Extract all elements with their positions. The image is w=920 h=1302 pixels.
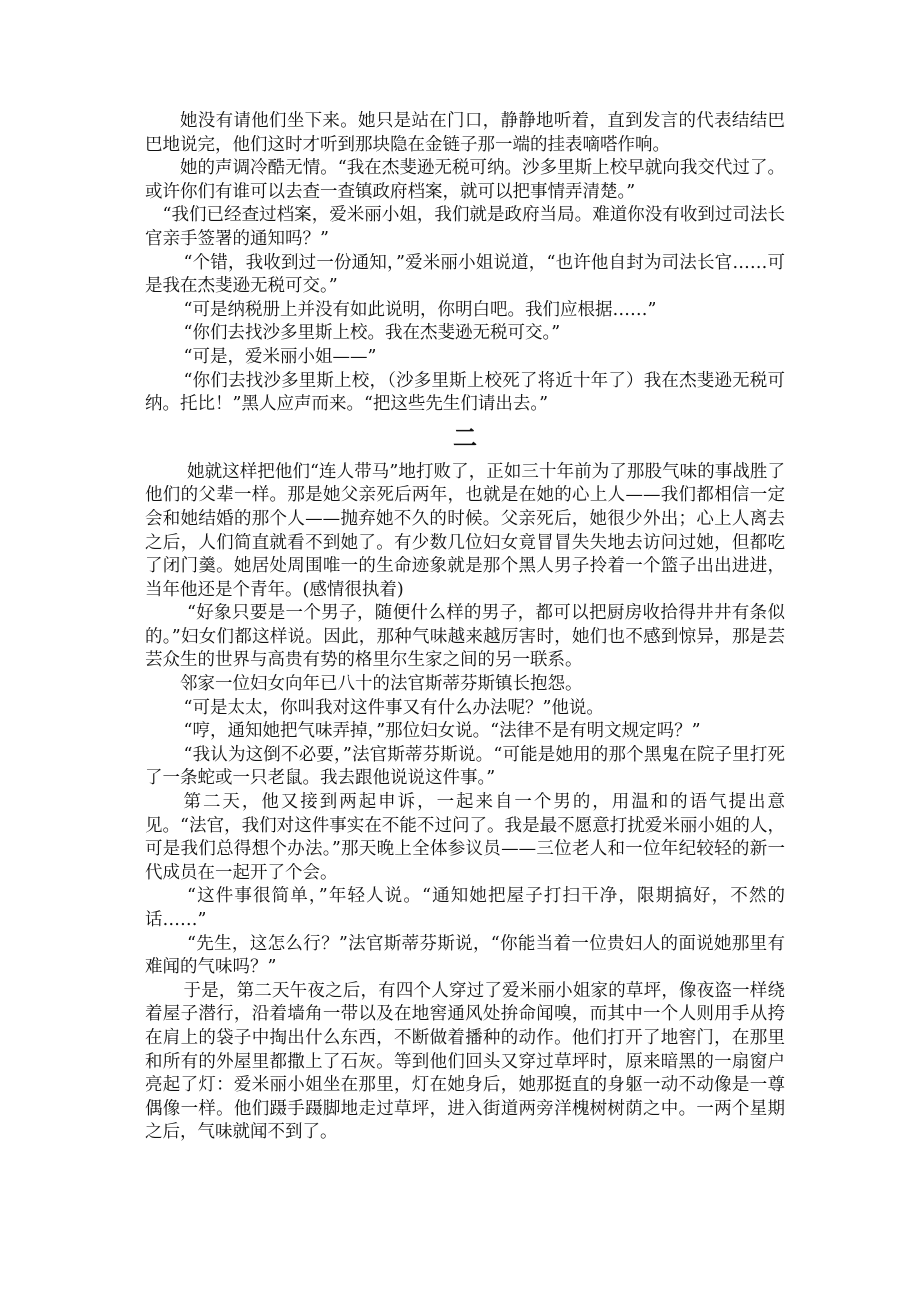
paragraph: “哼，通知她把气味弄掉，”那位妇女说。“法律不是有明文规定吗？” — [183, 721, 701, 742]
paragraph: “你们去找沙多里斯上校，（沙多里斯上校死了将近十年了）我在杰斐逊无税可纳。托比！”黑人应声而来。“把这些先生们请出去。” — [145, 370, 785, 415]
paragraph: “我认为这倒不必要，”法官斯蒂芬斯说。“可能是她用的那个黑鬼在院子里打死了一条蛇或一只老鼠。我去跟他说说这件事。” — [145, 744, 785, 789]
paragraph: “可是，爱米丽小姐——” — [183, 346, 377, 367]
paragraph: “可是纳税册上并没有如此说明，你明白吧。我们应根据……” — [183, 299, 657, 320]
paragraph: “这件事很简单，”年轻人说。“通知她把屋子打扫干净，限期搞好，不然的话……” — [145, 886, 785, 930]
document-page — [145, 110, 785, 1145]
paragraph: 她的声调冷酷无情。“我在杰斐逊无税可纳。沙多里斯上校早就向我交代过了。或许你们有谁可以去查一查镇政府档案，就可以把事情弄清楚。” — [145, 158, 785, 202]
paragraph: 于是，第二天午夜之后，有四个人穿过了爱米丽小姐家的草坪，像夜盗一样绕着屋子潜行，沿着墙角一带以及在地窖通风处拚命闻嗅，而其中一个人则用手从挎在肩上的袋子中掏出什么东西，不断做着播种的动作。他们打开了地窖门，在那里和所有的外屋里都撒上了石灰。等到他们回头又穿过草坪时，原来暗黑的一扇窗户亮起了灯：爱米丽小姐坐在那里，灯在她身后，她那挺直的身躯一动不动像是一尊偶像一样。他们蹑手蹑脚地走过草坪，进入街道两旁洋槐树树荫之中。一两个星期之后，气味就闻不到了。 — [145, 980, 785, 1143]
paragraph: “可是太太，你叫我对这件事又有什么办法呢？”他说。 — [183, 697, 604, 718]
paragraph: “我们已经查过档案，爱米丽小姐，我们就是政府当局。难道你没有收到过司法长官亲手签署的通知吗？” — [145, 205, 785, 249]
paragraph: 邻家一位妇女向年已八十的法官斯蒂芬斯镇长抱怨。 — [180, 674, 583, 695]
paragraph: 她就这样把他们“连人带马”地打败了，正如三十年前为了那股气味的事战胜了他们的父辈一样。那是她父亲死后两年，也就是在她的心上人——我们都相信一定会和她结婚的那个人——抛弃她不久的时候。父亲死后，她很少外出；心上人离去之后，人们简直就看不到她了。有少数几位妇女竟冒冒失失地去访问过她，但都吃了闭门羹。她居处周围唯一的生命迹象就是那个黑人男子拎着一个篮子出出进进，当年他还是个青年。(感情很执着) — [145, 461, 785, 600]
paragraph: “好象只要是一个男子，随便什么样的男子，都可以把厨房收拾得井井有条似的。”妇女们都这样说。因此，那种气味越来越厉害时，她们也不感到惊异，那是芸芸众生的世界与高贵有势的格里尔生家之间的另一联系。 — [145, 603, 785, 671]
paragraph: “个错，我收到过一份通知，”爱米丽小姐说道，“也许他自封为司法长官……可是我在杰斐逊无税可交。” — [145, 252, 785, 297]
section-heading: 二 — [453, 423, 477, 452]
paragraph: “先生，这怎么行？”法官斯蒂芬斯说，“你能当着一位贵妇人的面说她那里有难闻的气味吗？” — [145, 933, 785, 978]
paragraph: 第二天，他又接到两起申诉，一起来自一个男的，用温和的语气提出意见。“法官，我们对这件事实在不能不过问了。我是最不愿意打扰爱米丽小姐的人，可是我们总得想个办法。”那天晚上全体参议员——三位老人和一位年纪较轻的新一代成员在一起开了个会。 — [145, 792, 785, 883]
paragraph: 她没有请他们坐下来。她只是站在门口，静静地听着，直到发言的代表结结巴巴地说完，他们这时才听到那块隐在金链子那一端的挂表嘀嗒作响。 — [145, 111, 785, 155]
paragraph: “你们去找沙多里斯上校。我在杰斐逊无税可交。” — [183, 323, 561, 344]
